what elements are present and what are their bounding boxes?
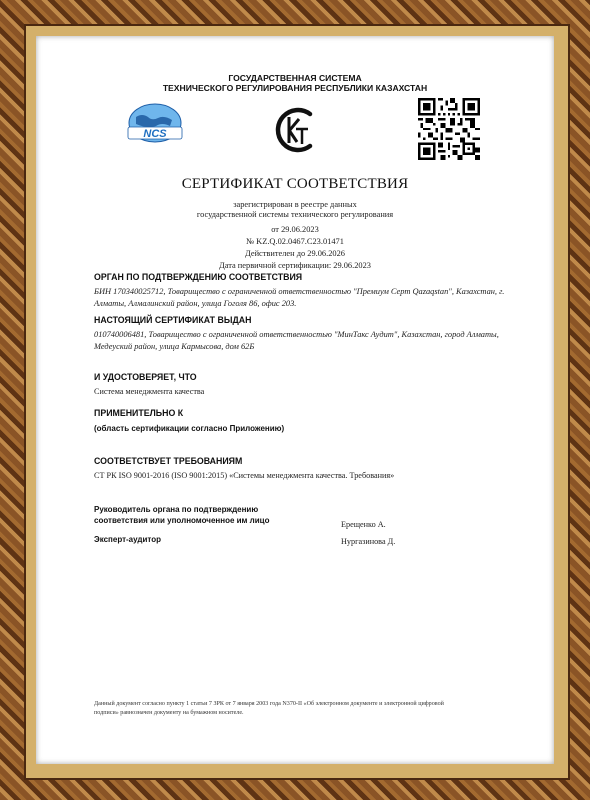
expert-auditor-name: Нургазинова Д. (341, 537, 396, 546)
certificate-number: № KZ.Q.02.0467.C23.01471 (246, 237, 344, 246)
registration-line-2: государственной системы технического регулирования (196, 210, 394, 219)
applicable-heading: ПРИМЕНИТЕЛЬНО К (94, 408, 184, 418)
certification-body-line-2: Алматы, Алмалинский район, улица Гоголя 86, офис 203. (94, 299, 297, 308)
expert-auditor-label: Эксперт-аудитор (94, 535, 161, 544)
requirements-text: СТ РК ISO 9001-2016 (ISO 9001:2015) «Системы менеджмента качества. Требования» (94, 471, 395, 480)
certificate-title: СЕРТИФИКАТ СООТВЕТСТВИЯ (181, 176, 409, 192)
registration-date: от 29.06.2023 (271, 225, 319, 234)
certifies-heading: И УДОСТОВЕРЯЕТ, ЧТО (94, 372, 197, 382)
footnote (94, 700, 518, 718)
first-certification-date: Дата первичной сертификации: 29.06.2023 (219, 261, 371, 270)
ncs-logo (122, 103, 188, 147)
valid-until: Действителен до 29.06.2026 (245, 249, 345, 258)
issued-to-line-2: Медеуский район, улица Кармысова, дом 62Б (94, 342, 255, 351)
issued-to-line-1: 010740006481, Товарищество с ограниченной ответственностью "МинТакс Аудит", Казахстан, город Алматы, (94, 330, 499, 339)
certification-body-heading: ОРГАН ПО ПОДТВЕРЖДЕНИЮ СООТВЕТСТВИЯ (94, 272, 303, 282)
ncs-logo-text: NCS (143, 128, 167, 140)
header-line-1: ГОСУДАРСТВЕННАЯ СИСТЕМА (228, 73, 362, 83)
certification-body-line-1: БИН 170340025712, Товарищество с ограниченной ответственностью "Премиум Серт Qazaqstan", Казахстан, г. (94, 287, 505, 296)
issued-to-heading: НАСТОЯЩИЙ СЕРТИФИКАТ ВЫДАН (94, 315, 252, 325)
footnote-line-2: подписи» равнозначен документу на бумажном носителе. (94, 710, 244, 716)
qr-code (418, 98, 480, 160)
kt-conformity-mark (266, 102, 322, 158)
header-line-2: ТЕХНИЧЕСКОГО РЕГУЛИРОВАНИЯ РЕСПУБЛИКИ КАЗАХСТАН (162, 83, 428, 93)
footnote-line-1: Данный документ согласно пункту 1 статьи 7 ЗРК от 7 января 2003 года N370-II «Об электронном документе и электронной цифровой (94, 701, 444, 707)
requirements-heading: СООТВЕТСТВУЕТ ТРЕБОВАНИЯМ (94, 456, 243, 466)
head-signatory-name: Ерещенко А. (341, 520, 386, 529)
head-signatory-label-line-1: Руководитель органа по подтверждению (94, 505, 259, 514)
registration-line-1: зарегистрирован в реестре данных (233, 200, 357, 209)
certifies-text: Система менеджмента качества (94, 387, 205, 396)
applicable-text: (область сертификации согласно Приложению) (94, 424, 285, 433)
head-signatory-label-line-2: соответствия или уполномоченное им лицо (94, 516, 270, 525)
certificate-paper (36, 36, 554, 764)
